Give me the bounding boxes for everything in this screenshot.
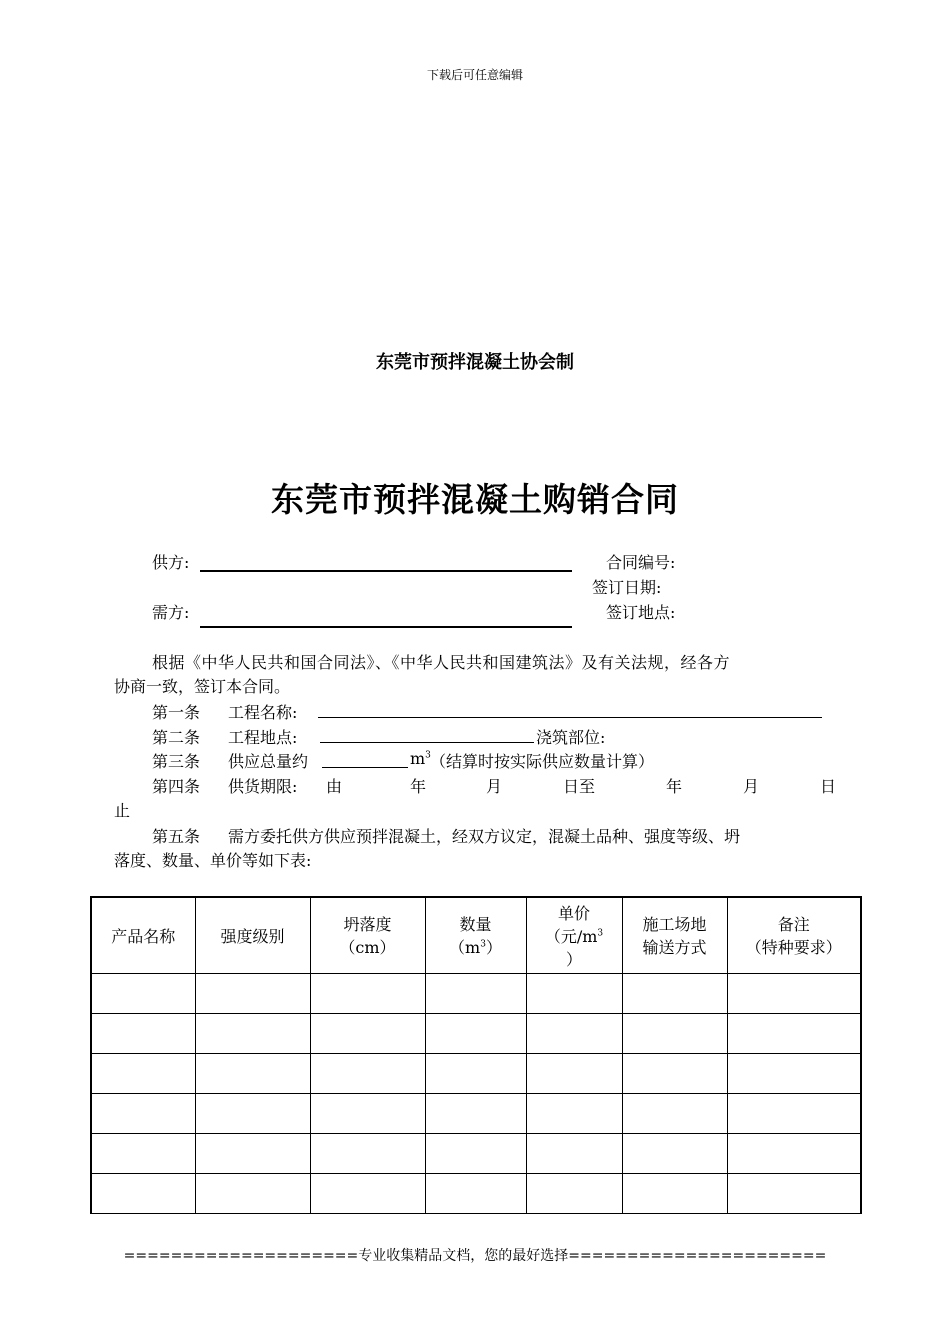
contract-no-label: 合同编号: bbox=[606, 553, 676, 572]
header-slump: 坍落度 （cm） bbox=[310, 897, 425, 973]
table-cell[interactable] bbox=[91, 1013, 195, 1053]
supplier-field[interactable] bbox=[200, 552, 572, 572]
table-cell[interactable] bbox=[425, 1093, 526, 1133]
table-cell[interactable] bbox=[727, 1013, 861, 1053]
table-cell[interactable] bbox=[91, 1053, 195, 1093]
table-row bbox=[91, 1013, 861, 1053]
article-4-label: 第四条 bbox=[152, 777, 201, 796]
table-row bbox=[91, 1093, 861, 1133]
pour-location-label: 浇筑部位: bbox=[536, 728, 606, 747]
table-cell[interactable] bbox=[425, 1173, 526, 1213]
article-2-label: 第二条 bbox=[152, 728, 201, 747]
table-cell[interactable] bbox=[91, 1173, 195, 1213]
period-day-to: 日至 bbox=[563, 777, 596, 796]
table-cell[interactable] bbox=[425, 1013, 526, 1053]
concrete-spec-table bbox=[90, 896, 862, 1214]
table-row bbox=[91, 1173, 861, 1213]
table-cell[interactable] bbox=[622, 1173, 727, 1213]
article-5-line-2: 落度、数量、单价等如下表: bbox=[114, 851, 312, 870]
table-row bbox=[91, 1133, 861, 1173]
table-cell[interactable] bbox=[310, 1173, 425, 1213]
period-year-1: 年 bbox=[410, 777, 427, 796]
header-remarks: 备注 （特种要求） bbox=[727, 897, 861, 973]
table-cell[interactable] bbox=[195, 1013, 310, 1053]
table-cell[interactable] bbox=[727, 1173, 861, 1213]
table-cell[interactable] bbox=[195, 1093, 310, 1133]
table-cell[interactable] bbox=[310, 973, 425, 1013]
table-cell[interactable] bbox=[425, 1133, 526, 1173]
article-3-unit: $m^3$ bbox=[410, 749, 431, 768]
header-unit-price: 单价 （元$/m^3$ ） bbox=[526, 897, 622, 973]
article-5-label: 第五条 bbox=[152, 827, 201, 846]
table-cell[interactable] bbox=[622, 973, 727, 1013]
sign-date-label: 签订日期: bbox=[592, 578, 662, 597]
header-note: 下载后可任意编辑 bbox=[426, 68, 523, 82]
table-cell[interactable] bbox=[91, 1133, 195, 1173]
sign-place-label: 签订地点: bbox=[606, 603, 676, 622]
supplier-label: 供方: bbox=[152, 553, 190, 572]
buyer-field[interactable] bbox=[200, 606, 572, 628]
table-cell[interactable] bbox=[195, 973, 310, 1013]
table-cell[interactable] bbox=[727, 1133, 861, 1173]
table-cell[interactable] bbox=[195, 1173, 310, 1213]
table-cell[interactable] bbox=[526, 1133, 622, 1173]
period-day-2: 日 bbox=[820, 777, 837, 796]
table-cell[interactable] bbox=[310, 1053, 425, 1093]
footer-banner: ====================专业收集精品文档，您的最好选择====================== bbox=[123, 1248, 827, 1264]
period-month-2: 月 bbox=[743, 777, 760, 796]
article-2-text: 工程地点: bbox=[228, 728, 298, 747]
article-3-text: 供应总量约 bbox=[228, 752, 309, 771]
article-3-note: （结算时按实际供应数量计算） bbox=[430, 752, 655, 771]
association-name: 东莞市预拌混凝土协会制 bbox=[376, 352, 574, 373]
article-1-text: 工程名称: bbox=[228, 703, 298, 722]
table-row bbox=[91, 1053, 861, 1093]
contract-title: 东莞市预拌混凝土购销合同 bbox=[271, 480, 679, 519]
table-cell[interactable] bbox=[310, 1013, 425, 1053]
project-name-field[interactable] bbox=[318, 700, 822, 718]
table-cell[interactable] bbox=[425, 973, 526, 1013]
table-cell[interactable] bbox=[310, 1093, 425, 1133]
intro-line-1: 根据《中华人民共和国合同法》、《中华人民共和国建筑法》及有关法规，经各方 bbox=[152, 653, 731, 672]
intro-line-2: 协商一致，签订本合同。 bbox=[114, 677, 291, 696]
table-cell[interactable] bbox=[622, 1133, 727, 1173]
table-cell[interactable] bbox=[526, 1093, 622, 1133]
article-1-label: 第一条 bbox=[152, 703, 201, 722]
period-month-1: 月 bbox=[486, 777, 503, 796]
header-site-delivery: 施工场地 输送方式 bbox=[622, 897, 727, 973]
header-product-name: 产品名称 bbox=[91, 897, 195, 973]
total-quantity-field[interactable] bbox=[322, 749, 408, 768]
project-location-field[interactable] bbox=[320, 725, 534, 743]
table-cell[interactable] bbox=[91, 973, 195, 1013]
table-cell[interactable] bbox=[91, 1093, 195, 1133]
table-cell[interactable] bbox=[195, 1053, 310, 1093]
table-cell[interactable] bbox=[526, 1173, 622, 1213]
table-header-row bbox=[91, 897, 861, 973]
table-row bbox=[91, 973, 861, 1013]
table-cell[interactable] bbox=[727, 1093, 861, 1133]
table-cell[interactable] bbox=[622, 1053, 727, 1093]
table-cell[interactable] bbox=[526, 1053, 622, 1093]
table-cell[interactable] bbox=[425, 1053, 526, 1093]
period-end: 止 bbox=[114, 801, 131, 820]
table-cell[interactable] bbox=[727, 1053, 861, 1093]
article-4-text: 供货期限: bbox=[228, 777, 298, 796]
table-cell[interactable] bbox=[526, 1013, 622, 1053]
header-quantity: 数量 $(m^3)$ bbox=[425, 897, 526, 973]
table-cell[interactable] bbox=[195, 1133, 310, 1173]
period-from: 由 bbox=[326, 777, 343, 796]
table-cell[interactable] bbox=[310, 1133, 425, 1173]
table-cell[interactable] bbox=[727, 973, 861, 1013]
article-5-text: 需方委托供方供应预拌混凝土，经双方议定，混凝土品种、强度等级、坍 bbox=[228, 827, 741, 846]
buyer-label: 需方: bbox=[152, 603, 190, 622]
period-year-2: 年 bbox=[666, 777, 683, 796]
table-cell[interactable] bbox=[622, 1093, 727, 1133]
table-cell[interactable] bbox=[526, 973, 622, 1013]
article-3-label: 第三条 bbox=[152, 752, 201, 771]
table-cell[interactable] bbox=[622, 1013, 727, 1053]
header-strength-grade: 强度级别 bbox=[195, 897, 310, 973]
